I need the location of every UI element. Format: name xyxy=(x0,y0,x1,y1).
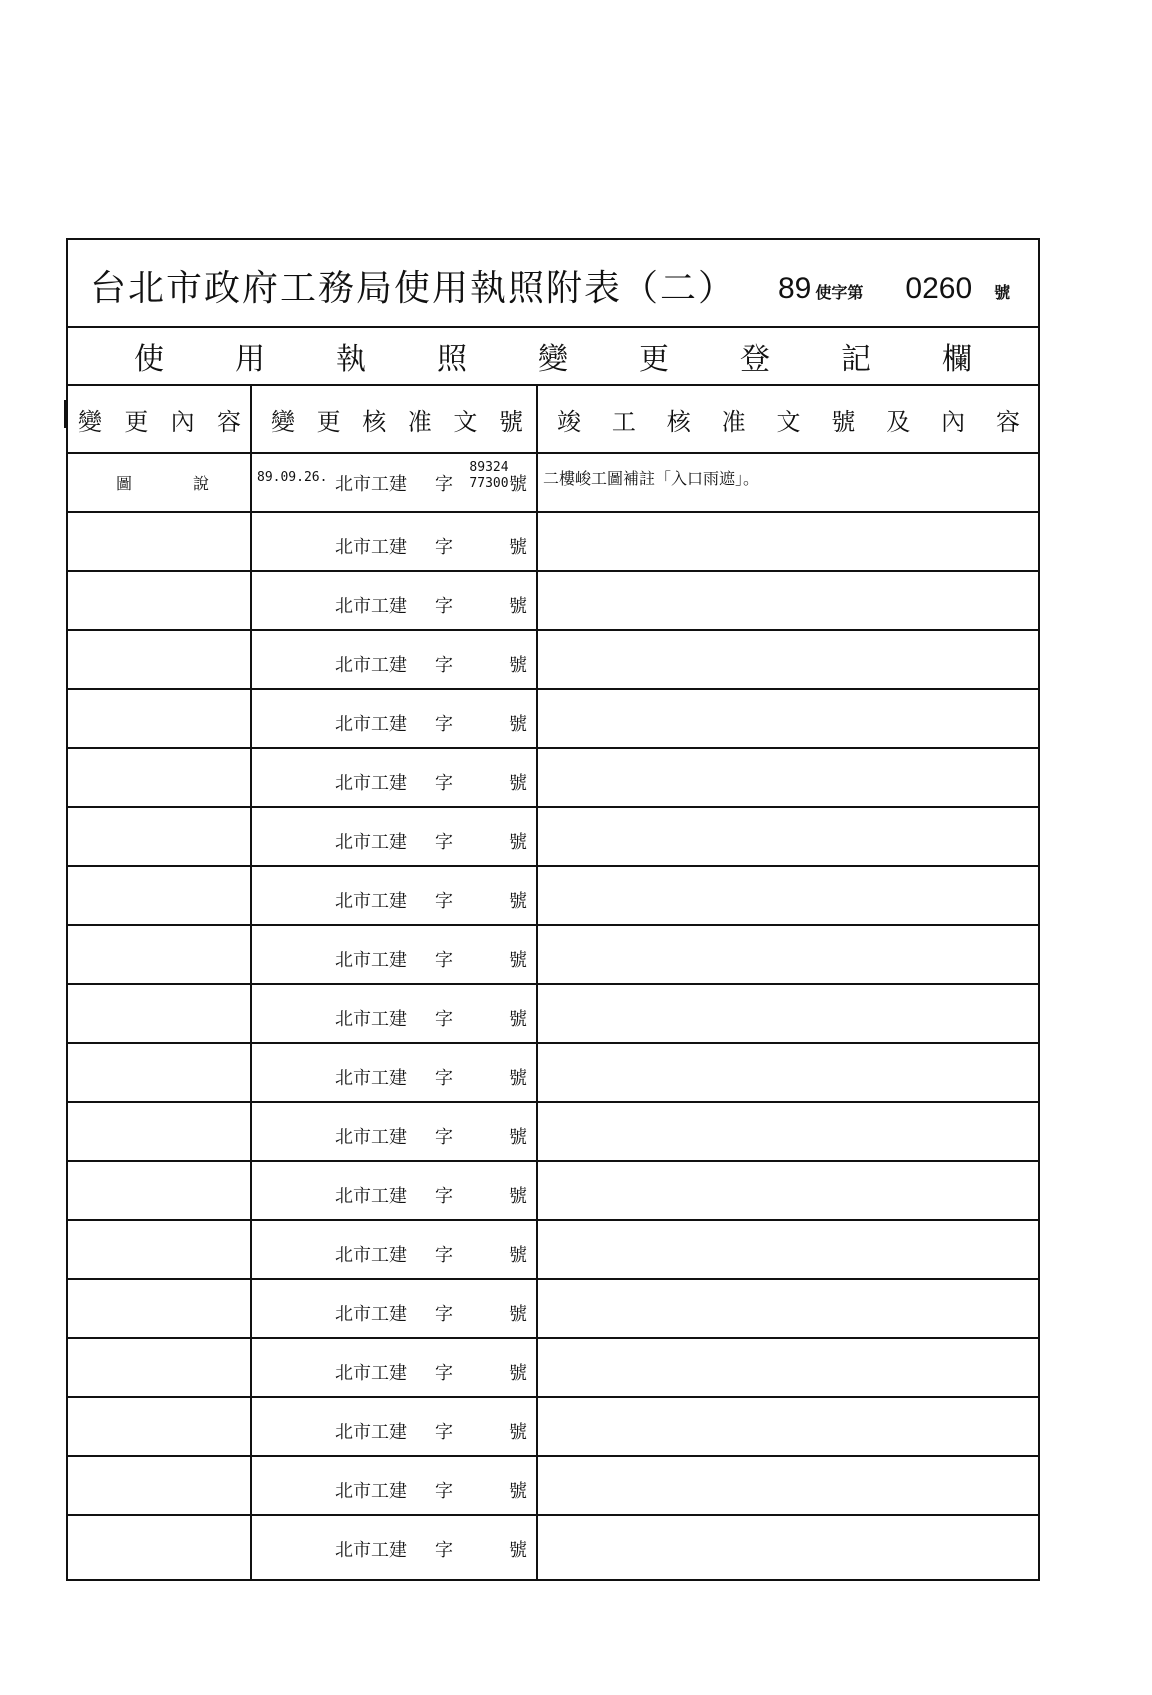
table-row xyxy=(68,1221,1038,1280)
section-heading-char: 照 xyxy=(437,342,467,377)
approval-hao: 號 xyxy=(509,1481,527,1502)
change-content-cell[interactable] xyxy=(68,749,251,806)
change-content-cell[interactable] xyxy=(68,454,251,511)
approval-hao: 號 xyxy=(509,773,527,794)
approval-serial-top: 89324 xyxy=(469,460,509,475)
approval-hao: 號 xyxy=(509,714,527,735)
completion-content-cell[interactable] xyxy=(537,1162,1038,1219)
approval-zi: 字 xyxy=(435,773,453,794)
completion-content-cell[interactable] xyxy=(537,867,1038,924)
section-heading-char: 變 xyxy=(538,342,568,377)
table-row xyxy=(68,985,1038,1044)
approval-office: 北市工建 xyxy=(335,1186,407,1207)
approval-number-cell[interactable] xyxy=(251,1398,537,1455)
table-row xyxy=(68,513,1038,572)
approval-zi: 字 xyxy=(435,1245,453,1266)
section-heading-char: 用 xyxy=(235,342,265,377)
header-char: 工 xyxy=(611,407,636,436)
table-row xyxy=(68,1162,1038,1221)
approval-number-cell[interactable] xyxy=(251,631,537,688)
approval-hao: 號 xyxy=(509,537,527,558)
table-row xyxy=(68,749,1038,808)
approval-hao: 號 xyxy=(509,1068,527,1089)
approval-hao: 號 xyxy=(509,950,527,971)
approval-number-cell[interactable] xyxy=(251,1044,537,1101)
approval-number-cell[interactable] xyxy=(251,513,537,570)
approval-office: 北市工建 xyxy=(335,1540,407,1561)
header-char: 更 xyxy=(124,407,149,436)
header-char: 核 xyxy=(362,407,387,436)
approval-zi: 字 xyxy=(435,655,453,676)
header-completion-approval xyxy=(537,386,1038,452)
header-char: 容 xyxy=(996,407,1020,436)
table-row xyxy=(68,926,1038,985)
header-char: 文 xyxy=(453,407,478,436)
approval-number-cell[interactable] xyxy=(251,1221,537,1278)
approval-number-cell[interactable] xyxy=(251,1162,537,1219)
header-char: 容 xyxy=(216,407,241,436)
header-change-content xyxy=(68,386,251,452)
approval-zi: 字 xyxy=(435,1304,453,1325)
completion-content-cell[interactable] xyxy=(537,631,1038,688)
approval-office: 北市工建 xyxy=(335,1127,407,1148)
approval-zi: 字 xyxy=(435,832,453,853)
approval-hao: 號 xyxy=(509,1009,527,1030)
approval-zi: 字 xyxy=(435,714,453,735)
completion-content-cell[interactable] xyxy=(537,513,1038,570)
completion-content-cell[interactable] xyxy=(537,1103,1038,1160)
license-year: 89 xyxy=(778,272,812,305)
change-content-cell[interactable] xyxy=(68,1103,251,1160)
table-row xyxy=(68,1339,1038,1398)
section-heading-char: 記 xyxy=(841,342,871,377)
approval-number-cell[interactable] xyxy=(251,985,537,1042)
approval-office: 北市工建 xyxy=(335,537,407,558)
approval-hao: 號 xyxy=(509,1127,527,1148)
header-char: 內 xyxy=(170,407,195,436)
approval-number-cell[interactable] xyxy=(251,867,537,924)
completion-content-cell[interactable]: 二樓峻工圖補註「入口雨遮」。 xyxy=(543,469,760,488)
approval-number-cell[interactable] xyxy=(251,690,537,747)
table-row xyxy=(68,1044,1038,1103)
margin-mark xyxy=(66,640,68,662)
license-number: 0260 xyxy=(905,272,973,305)
table-row xyxy=(68,1280,1038,1339)
change-content-cell[interactable] xyxy=(68,1280,251,1337)
table-row xyxy=(68,808,1038,867)
margin-mark xyxy=(64,400,66,428)
approval-hao: 號 xyxy=(509,1245,527,1266)
change-content-cell[interactable] xyxy=(68,1398,251,1455)
approval-office: 北市工建 xyxy=(335,1304,407,1325)
usage-license-form xyxy=(66,238,1040,1581)
completion-content-cell[interactable] xyxy=(537,808,1038,865)
approval-office: 北市工建 xyxy=(335,596,407,617)
header-char: 核 xyxy=(666,407,691,436)
table-row xyxy=(68,1103,1038,1162)
approval-zi: 字 xyxy=(435,596,453,617)
approval-number-cell[interactable] xyxy=(251,926,537,983)
approval-office: 北市工建 xyxy=(335,714,407,735)
approval-office: 北市工建 xyxy=(335,1245,407,1266)
approval-zi: 字 xyxy=(435,1127,453,1148)
change-content-cell[interactable] xyxy=(68,1457,251,1514)
header-char: 及 xyxy=(886,407,911,436)
form-title: 台北市政府工務局使用執照附表（二） xyxy=(90,268,737,309)
approval-number-cell[interactable] xyxy=(251,1516,537,1573)
approval-office: 北市工建 xyxy=(335,1363,407,1384)
change-content-cell[interactable] xyxy=(68,808,251,865)
approval-number-cell[interactable] xyxy=(251,572,537,629)
approval-hao: 號 xyxy=(509,474,527,495)
change-content-text: 圖 xyxy=(116,474,133,493)
approval-number-cell[interactable] xyxy=(251,749,537,806)
approval-office: 北市工建 xyxy=(335,832,407,853)
completion-content-cell[interactable] xyxy=(537,1516,1038,1573)
header-char: 內 xyxy=(941,407,966,436)
completion-content-cell[interactable] xyxy=(537,749,1038,806)
approval-office: 北市工建 xyxy=(335,474,407,495)
change-register-rows xyxy=(68,454,1038,1575)
change-content-cell[interactable] xyxy=(68,1339,251,1396)
completion-content-cell[interactable] xyxy=(537,985,1038,1042)
approval-zi: 字 xyxy=(435,950,453,971)
approval-number-cell[interactable] xyxy=(251,1103,537,1160)
table-row xyxy=(68,1457,1038,1516)
approval-office: 北市工建 xyxy=(335,1481,407,1502)
table-row xyxy=(68,1516,1038,1575)
license-word: 使字第 xyxy=(815,283,864,302)
approval-hao: 號 xyxy=(509,655,527,676)
approval-office: 北市工建 xyxy=(335,773,407,794)
table-row xyxy=(68,1398,1038,1457)
header-char: 變 xyxy=(271,407,295,436)
header-char: 准 xyxy=(721,407,746,436)
header-char: 號 xyxy=(498,407,523,436)
change-content-cell[interactable] xyxy=(68,513,251,570)
header-char: 竣 xyxy=(557,407,581,436)
header-char: 更 xyxy=(316,407,341,436)
approval-serial-number xyxy=(461,460,517,492)
approval-hao: 號 xyxy=(509,596,527,617)
section-heading-char: 登 xyxy=(740,342,770,377)
header-approval-number xyxy=(251,386,537,452)
form-title-row xyxy=(68,240,1038,328)
table-row xyxy=(68,631,1038,690)
approval-zi: 字 xyxy=(435,891,453,912)
section-heading-char: 欄 xyxy=(942,342,972,377)
license-number-block xyxy=(778,272,1010,306)
approval-zi: 字 xyxy=(435,1540,453,1561)
approval-zi: 字 xyxy=(435,474,453,495)
approval-office: 北市工建 xyxy=(335,950,407,971)
approval-zi: 字 xyxy=(435,1186,453,1207)
approval-hao: 號 xyxy=(509,1304,527,1325)
approval-number-cell[interactable] xyxy=(251,1339,537,1396)
change-content-cell[interactable] xyxy=(68,690,251,747)
table-row xyxy=(68,572,1038,631)
header-char: 變 xyxy=(78,407,102,436)
approval-hao: 號 xyxy=(509,1540,527,1561)
change-content-cell[interactable] xyxy=(68,631,251,688)
change-content-cell[interactable] xyxy=(68,1516,251,1573)
change-content-cell[interactable] xyxy=(68,867,251,924)
change-content-cell[interactable] xyxy=(68,926,251,983)
change-content-cell[interactable] xyxy=(68,1044,251,1101)
approval-zi: 字 xyxy=(435,537,453,558)
section-heading-char: 執 xyxy=(336,342,366,377)
approval-hao: 號 xyxy=(509,832,527,853)
approval-number-cell[interactable] xyxy=(251,1280,537,1337)
completion-content-cell[interactable] xyxy=(537,1398,1038,1455)
change-content-cell[interactable] xyxy=(68,572,251,629)
approval-hao: 號 xyxy=(509,891,527,912)
table-header xyxy=(68,386,1038,454)
approval-office: 北市工建 xyxy=(335,891,407,912)
header-char: 號 xyxy=(831,407,856,436)
completion-content-cell[interactable] xyxy=(537,690,1038,747)
approval-office: 北市工建 xyxy=(335,1068,407,1089)
approval-hao: 號 xyxy=(509,1422,527,1443)
change-content-text: 說 xyxy=(192,474,209,493)
table-row xyxy=(68,454,1038,513)
approval-zi: 字 xyxy=(435,1422,453,1443)
completion-content-cell[interactable] xyxy=(537,926,1038,983)
completion-content-cell[interactable] xyxy=(537,572,1038,629)
approval-office: 北市工建 xyxy=(335,1422,407,1443)
approval-zi: 字 xyxy=(435,1481,453,1502)
header-char: 准 xyxy=(407,407,432,436)
approval-serial-bottom: 77300 xyxy=(469,476,509,491)
change-content-cell[interactable] xyxy=(68,1162,251,1219)
approval-zi: 字 xyxy=(435,1363,453,1384)
approval-number-cell[interactable] xyxy=(251,808,537,865)
completion-content-cell[interactable] xyxy=(537,1339,1038,1396)
change-content-cell[interactable] xyxy=(68,985,251,1042)
approval-office: 北市工建 xyxy=(335,1009,407,1030)
approval-date: 89.09.26. xyxy=(257,470,328,485)
section-heading-char: 更 xyxy=(639,342,669,377)
approval-zi: 字 xyxy=(435,1009,453,1030)
approval-hao: 號 xyxy=(509,1363,527,1384)
completion-content-cell[interactable] xyxy=(537,1044,1038,1101)
completion-content-cell[interactable] xyxy=(537,1280,1038,1337)
section-heading xyxy=(68,328,1038,386)
section-heading-char: 使 xyxy=(134,342,164,377)
header-char: 文 xyxy=(776,407,801,436)
approval-zi: 字 xyxy=(435,1068,453,1089)
approval-number-cell[interactable] xyxy=(251,454,537,511)
approval-office: 北市工建 xyxy=(335,655,407,676)
completion-content-cell[interactable] xyxy=(537,1457,1038,1514)
approval-hao: 號 xyxy=(509,1186,527,1207)
change-content-cell[interactable] xyxy=(68,1221,251,1278)
approval-number-cell[interactable] xyxy=(251,1457,537,1514)
table-row xyxy=(68,867,1038,926)
table-row xyxy=(68,690,1038,749)
license-suffix: 號 xyxy=(994,283,1011,302)
completion-content-cell[interactable] xyxy=(537,1221,1038,1278)
